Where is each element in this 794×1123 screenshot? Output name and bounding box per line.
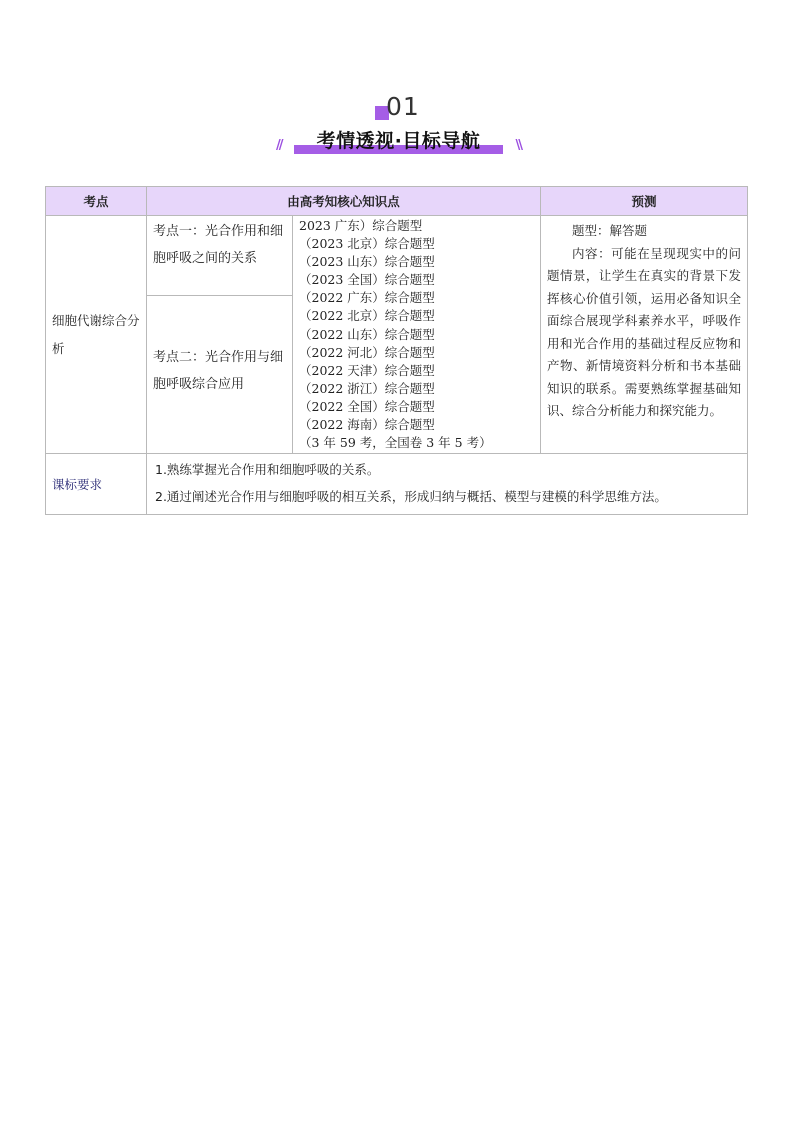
row-label: 细胞代谢综合分析	[46, 216, 147, 454]
section-number	[372, 92, 422, 126]
sub-points-cell	[147, 216, 293, 454]
table-row	[46, 216, 748, 454]
requirement-label: 课标要求	[46, 454, 147, 515]
requirement-item-1: 1.熟练掌握光合作用和细胞呼吸的关系。	[155, 462, 380, 477]
table-header-row	[46, 187, 748, 216]
list-item: 2023 广东）综合题型	[299, 218, 423, 233]
list-item: （2022 海南）综合题型	[299, 417, 435, 433]
section-title: 考情透视·目标导航	[316, 130, 481, 152]
list-item: （2022 广东）综合题型	[299, 290, 435, 306]
sub-point-1: 考点一：光合作用和细胞呼吸之间的关系	[147, 216, 292, 296]
header-prediction: 预测	[541, 187, 748, 216]
list-item: （2022 河北）综合题型	[299, 344, 435, 360]
left-slash-decoration: //	[276, 138, 282, 153]
section-title-banner	[276, 128, 521, 158]
exam-list-cell	[293, 216, 541, 454]
prediction-type: 题型：解答题	[572, 223, 648, 238]
list-item: （2022 浙江）综合题型	[299, 380, 435, 396]
requirement-row	[46, 454, 748, 515]
header-knowledge: 由高考知核心知识点	[147, 187, 541, 216]
section-number-text: 01	[386, 92, 420, 121]
list-item: （2022 全国）综合题型	[299, 398, 435, 414]
list-item: （3 年 59 考，全国卷 3 年 5 考）	[299, 435, 492, 451]
list-item: （2023 北京）综合题型	[299, 236, 435, 252]
exam-analysis-table	[45, 186, 748, 515]
list-item: （2022 山东）综合题型	[299, 326, 435, 342]
exam-list	[293, 216, 540, 452]
requirement-item-2: 2.通过阐述光合作用与细胞呼吸的相互关系，形成归纳与概括、模型与建模的科学思维方法。	[155, 489, 667, 504]
sub-point-2: 考点二：光合作用与细胞呼吸综合应用	[153, 350, 284, 392]
requirement-cell	[147, 454, 748, 515]
prediction-cell	[541, 216, 748, 454]
list-item: （2022 天津）综合题型	[299, 362, 435, 378]
header-kaodian: 考点	[46, 187, 147, 216]
list-item: （2023 全国）综合题型	[299, 272, 435, 288]
prediction-content: 内容：可能在呈现现实中的问题情景，让学生在真实的背景下发挥核心价值引领，运用必备知识全面综合展现学科素养水平，呼吸作用和光合作用的基础过程反应物和产物、新情境资料分析和书本基础知识的联系。需要熟练掌握基础知识、综合分析能力和探究能力。	[547, 245, 742, 418]
list-item: （2023 山东）综合题型	[299, 254, 435, 270]
list-item: （2022 北京）综合题型	[299, 308, 435, 324]
right-slash-decoration: \\	[515, 138, 521, 153]
